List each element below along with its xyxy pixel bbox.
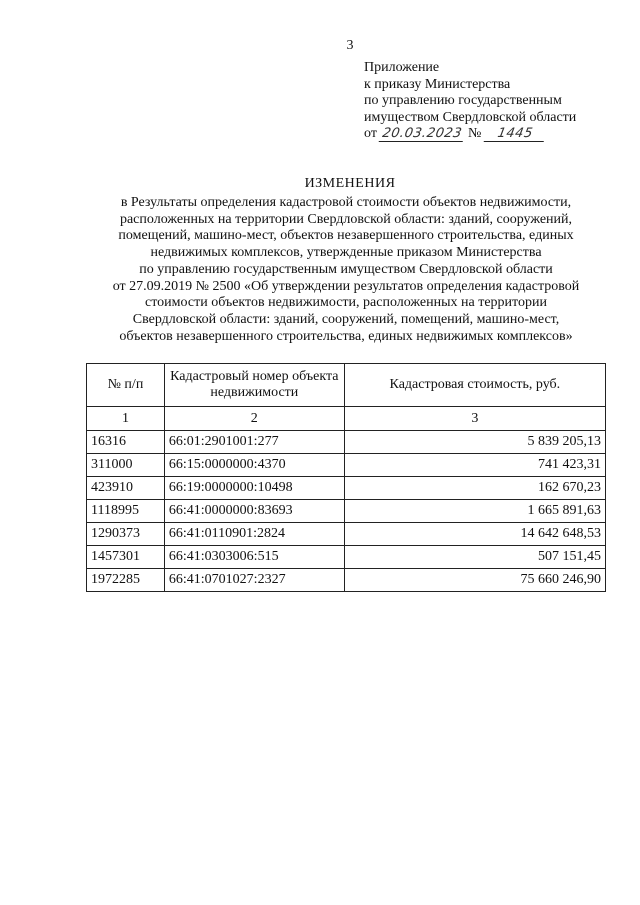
cadastral-value-cell: 5 839 205,13: [344, 431, 605, 454]
cadastral-value-cell: 162 670,23: [344, 477, 605, 500]
table-row: [87, 500, 606, 523]
appendix-line: имуществом Свердловской области: [364, 109, 577, 125]
cadastral-value-table: [86, 363, 606, 592]
appendix-block: [364, 60, 576, 143]
cadastral-value-cell: 507 151,45: [344, 546, 605, 569]
handwritten-date: 20.03.2023: [379, 127, 466, 142]
row-number-cell: 1118995: [87, 500, 165, 523]
from-label: от: [364, 126, 377, 141]
column-number: 1: [87, 407, 165, 431]
handwritten-number: 1445: [483, 127, 546, 142]
description-line: в Результаты определения кадастровой стоимости объектов недвижимости,: [120, 195, 572, 210]
cadastral-number-cell: 66:41:0000000:83693: [164, 500, 344, 523]
table-row: [87, 431, 606, 454]
header-cadastral-number: Кадастровый номер объекта недвижимости: [164, 364, 344, 407]
appendix-line: к приказу Министерства: [364, 76, 511, 92]
row-number-cell: 1290373: [87, 523, 165, 546]
table-row: [87, 569, 606, 592]
table-row: [87, 477, 606, 500]
cadastral-number-cell: 66:01:2901001:277: [164, 431, 344, 454]
description-line: Свердловской области: зданий, сооружений, помещений, машино-мест,: [132, 311, 560, 327]
page-number: 3: [346, 38, 354, 53]
appendix-line: по управлению государственным: [364, 93, 562, 108]
header-cadastral-value: Кадастровая стоимость, руб.: [344, 364, 605, 407]
cadastral-number-cell: 66:41:0303006:515: [164, 546, 344, 569]
column-number: 2: [164, 407, 344, 431]
row-number-cell: 1457301: [87, 546, 165, 569]
header-row-number: № п/п: [87, 364, 165, 407]
order-reference-line: [364, 126, 576, 143]
row-number-cell: 1972285: [87, 569, 165, 592]
description-line: объектов незавершенного строительства, единых недвижимых комплексов»: [119, 328, 573, 344]
table-row: [87, 523, 606, 546]
table-row: [87, 546, 606, 569]
row-number-cell: 311000: [87, 454, 165, 477]
column-number: 3: [344, 407, 605, 431]
row-number-cell: 423910: [87, 477, 165, 500]
description-line: помещений, машино-мест, объектов незавершенного строительства, единых: [118, 228, 574, 244]
cadastral-number-cell: 66:19:0000000:10498: [164, 477, 344, 500]
description-line: стоимости объектов недвижимости, расположенных на территории: [145, 295, 547, 311]
number-label: №: [467, 126, 482, 141]
description-line: от 27.09.2019 № 2500 «Об утверждении результатов определения кадастровой: [112, 278, 580, 294]
description-line: по управлению государственным имуществом Свердловской области: [139, 261, 553, 277]
table-row: [87, 454, 606, 477]
description-line: расположенных на территории Свердловской области: зданий, сооружений,: [119, 211, 573, 227]
cadastral-value-cell: 75 660 246,90: [344, 569, 605, 592]
cadastral-number-cell: 66:41:0701027:2327: [164, 569, 344, 592]
cadastral-number-cell: 66:15:0000000:4370: [164, 454, 344, 477]
description-line: недвижимых комплексов, утвержденные приказом Министерства: [150, 245, 542, 261]
cadastral-value-cell: 14 642 648,53: [344, 523, 605, 546]
cadastral-value-cell: 741 423,31: [344, 454, 605, 477]
appendix-line: Приложение: [364, 60, 440, 75]
cadastral-number-cell: 66:41:0110901:2824: [164, 523, 344, 546]
row-number-cell: 16316: [87, 431, 165, 454]
cadastral-value-cell: 1 665 891,63: [344, 500, 605, 523]
document-description: [86, 195, 606, 345]
document-title: ИЗМЕНЕНИЯ: [304, 176, 396, 191]
